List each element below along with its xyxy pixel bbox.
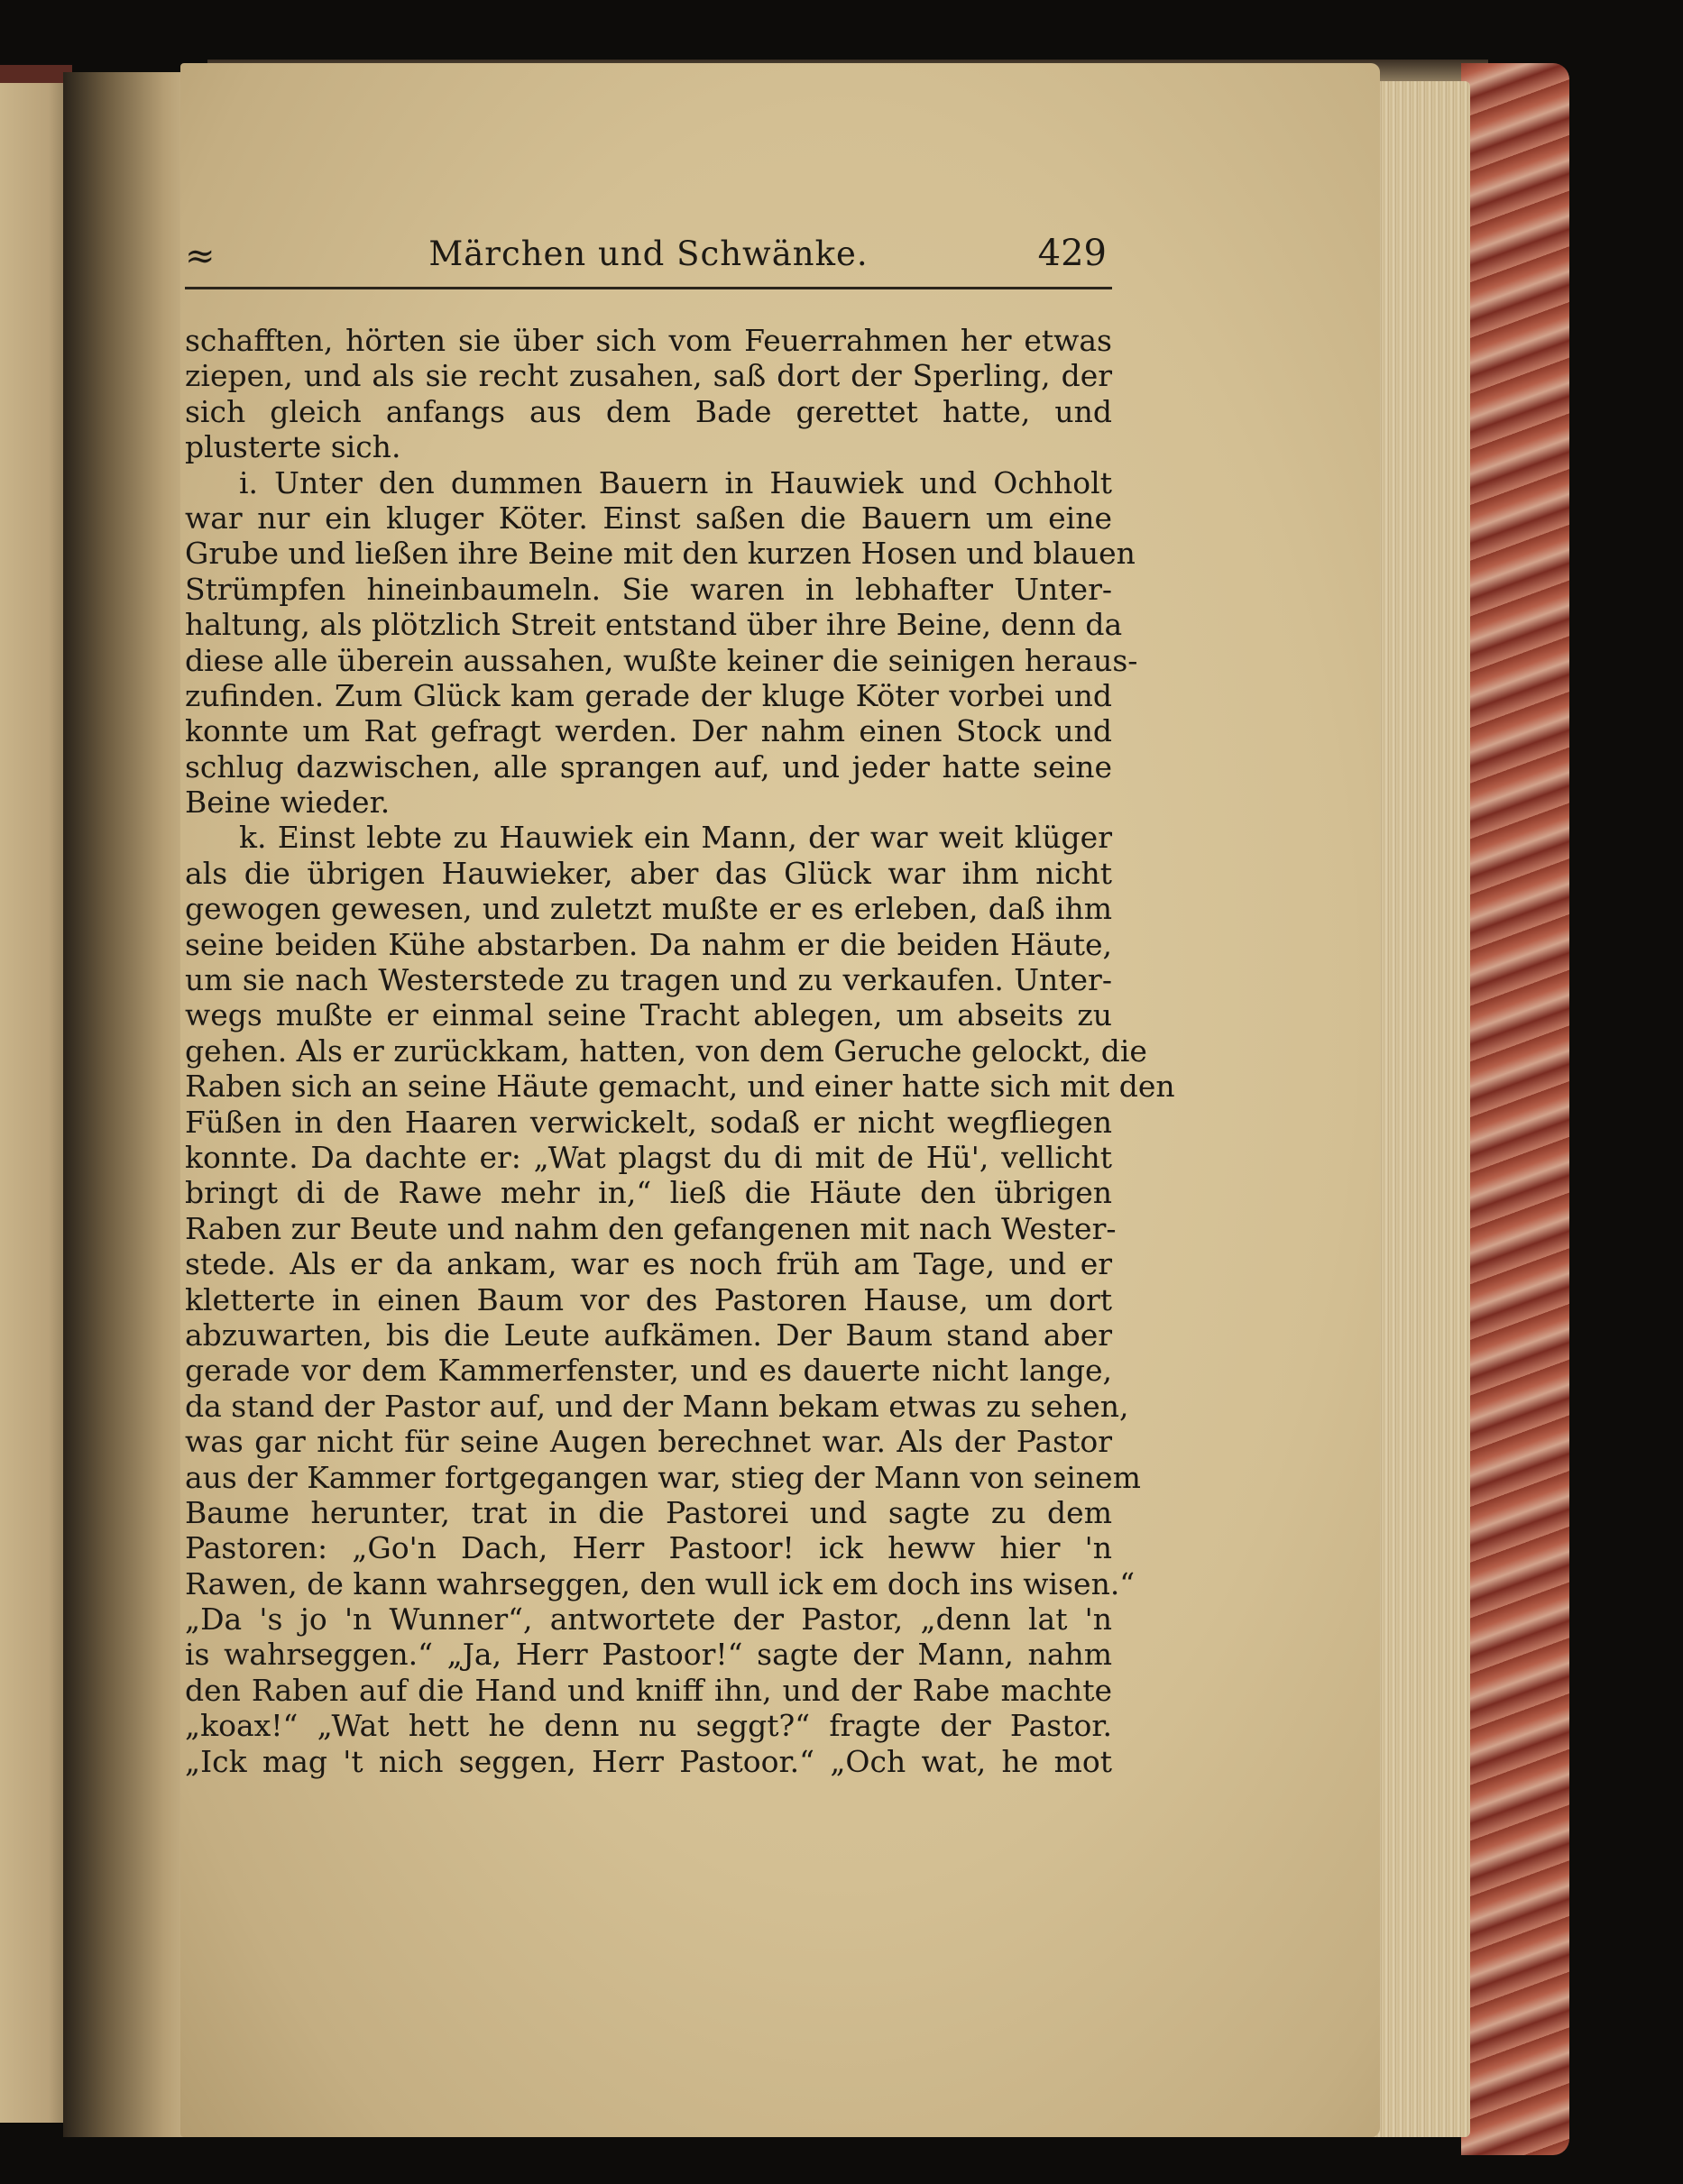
marbled-cover-edge [1461,63,1569,2155]
text-line: diese alle überein aussahen, wußte keiner die seinigen heraus- [185,642,1138,678]
text-line: Strümpfen hineinbaumeln. Sie waren in lebhafter Unter- [185,571,1112,607]
text-line: Beine wieder. [185,785,391,821]
running-title: Märchen und Schwänke. [428,234,869,273]
text-line: konnte um Rat gefragt werden. Der nahm einen Stock und [185,713,1112,749]
text-line: da stand der Pastor auf, und der Mann bekam etwas zu sehen, [185,1388,1129,1424]
text-line: Baume herunter, trat in die Pastorei und sagte zu dem [185,1494,1112,1530]
text-line: um sie nach Westerstede zu tragen und zu verkaufen. Unter- [185,962,1112,998]
text-line: gehen. Als er zurückkam, hatten, von dem Geruche gelockt, die [185,1032,1147,1069]
text-line: Raben zur Beute und nahm den gefangenen mit nach Wester- [185,1210,1117,1246]
text-line: Rawen, de kann wahrseggen, den wull ick em doch ins wisen.“ [185,1565,1136,1601]
text-line: schlug dazwischen, alle sprangen auf, und jeder hatte seine [185,748,1112,785]
paragraph-k-start: k. Einst lebte zu Hauwiek ein Mann, der war weit klüger [239,820,1112,856]
text-line: konnte. Da dachte er: „Wat plagst du di mit de Hü', vellicht [185,1139,1112,1175]
page-number: 429 [1037,233,1107,274]
text-line: den Raben auf die Hand und kniff ihn, und der Rabe machte [185,1672,1112,1708]
page-header [185,227,1112,281]
text-line: seine beiden Kühe abstarben. Da nahm er die beiden Häute, [185,926,1112,962]
text-line: gerade vor dem Kammerfenster, und es dauerte nicht lange, [185,1353,1112,1389]
body-text [185,323,1175,1779]
text-line: is wahrseggen.“ „Ja, Herr Pastoor!“ sagte der Mann, nahm [185,1637,1112,1673]
text-line: zufinden. Zum Glück kam gerade der kluge Köter vorbei und [185,677,1112,713]
text-line: Raben sich an seine Häute gemacht, und einer hatte sich mit den [185,1069,1175,1105]
text-line: stede. Als er da ankam, war es noch früh am Tage, und er [185,1246,1112,1282]
text-line: plusterte sich. [185,429,401,465]
text-line: „koax!“ „Wat hett he denn nu seggt?“ fragte der Pastor. [185,1708,1112,1744]
text-line: war nur ein kluger Köter. Einst saßen die Bauern um eine [185,500,1112,536]
text-line: kletterte in einen Baum vor des Pastoren Hause, um dort [185,1281,1112,1317]
text-line: ziepen, und als sie recht zusahen, saß dort der Sperling, der [185,358,1112,394]
text-line: als die übrigen Hauwieker, aber das Glück war ihm nicht [185,855,1112,891]
text-line: Grube und ließen ihre Beine mit den kurzen Hosen und blauen [185,536,1136,572]
text-line: Füßen in den Haaren verwickelt, sodaß er nicht wegfliegen [185,1104,1112,1140]
text-line: „Da 's jo 'n Wunner“, antwortete der Pastor, „denn lat 'n [185,1601,1112,1638]
text-line: schafften, hörten sie über sich vom Feuerrahmen her etwas [185,323,1112,358]
text-line: abzuwarten, bis die Leute aufkämen. Der Baum stand aber [185,1317,1112,1353]
text-line: aus der Kammer fortgegangen war, stieg der Mann von seinem [185,1459,1141,1495]
text-line: Pastoren: „Go'n Dach, Herr Pastoor! ick heww hier 'n [185,1530,1112,1566]
text-line: gewogen gewesen, und zuletzt mußte er es erleben, daß ihm [185,891,1112,927]
header-rule [185,287,1112,289]
text-line: „Ick mag 't nich seggen, Herr Pastoor.“ „Och wat, he mot [185,1743,1112,1779]
text-line: sich gleich anfangs aus dem Bade gerettet hatte, und [185,393,1112,429]
text-line: wegs mußte er einmal seine Tracht ablegen, um abseits zu [185,997,1112,1033]
header-ornament: ≈ [185,235,216,277]
paragraph-i-start: i. Unter den dummen Bauern in Hauwiek und Ochholt [239,464,1112,500]
text-line: bringt di de Rawe mehr in,“ ließ die Häute den übrigen [185,1175,1112,1211]
text-line: haltung, als plötzlich Streit entstand über ihre Beine, denn da [185,607,1123,643]
text-line: was gar nicht für seine Augen berechnet war. Als der Pastor [185,1424,1112,1460]
